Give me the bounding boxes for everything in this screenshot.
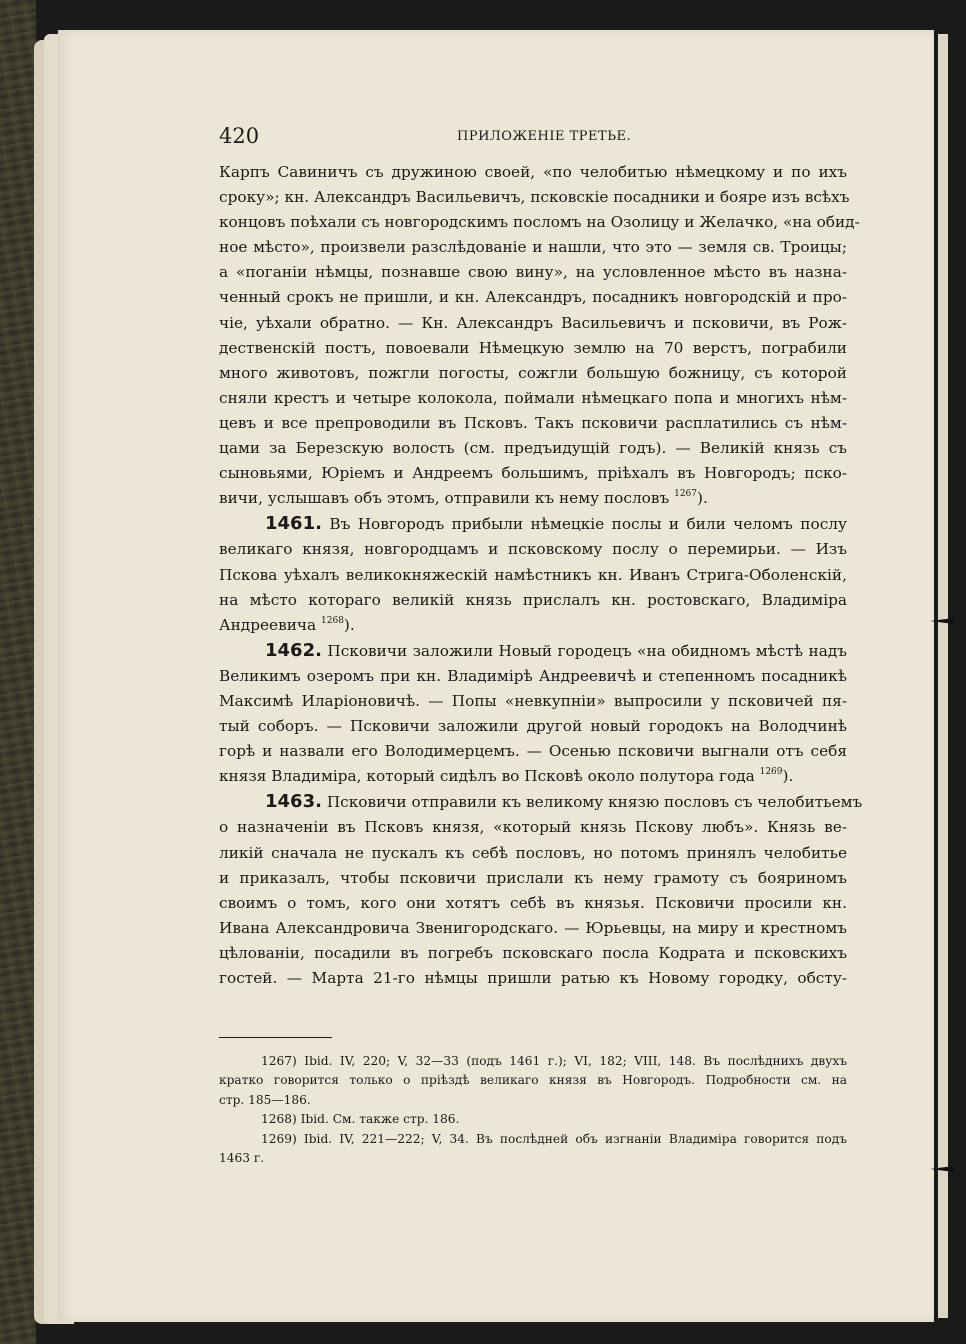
text-line: Максимѣ Иларіоновичѣ. — Попы «невкупніи» выпросили у псковичей пя-: [219, 691, 847, 710]
text-line: концовъ поѣхали съ новгородскимъ посломъ на Озолицу и Желачко, «на обид-: [219, 213, 860, 232]
text-run: вичи, услышавъ объ этомъ, отправили къ нему пословъ: [219, 489, 670, 508]
page-number: 420: [219, 124, 260, 148]
text-line: [219, 789, 863, 815]
footnotes: [219, 1052, 847, 1168]
text-run: ).: [343, 615, 355, 634]
footnote-1269: [219, 1130, 847, 1169]
entry-1463: [219, 789, 863, 991]
text-line: гостей. — Марта 21-го нѣмцы пришли ратью къ Новому городку, обсту-: [219, 969, 847, 987]
footnote-divider: [219, 1037, 332, 1038]
marbled-book-edge: [0, 0, 36, 1344]
text-run: Андреевича: [219, 615, 317, 634]
text-line: [219, 764, 847, 789]
footnote-line: 1269) Ibid. IV, 221—222; V, 34. Въ послѣдней объ изгнаніи Владиміра говорится подъ: [261, 1131, 847, 1146]
paragraph-continuation: [219, 160, 860, 511]
text-line: великаго князя, новгородцамъ и псковскому послу о перемирьи. — Изъ: [219, 540, 847, 559]
footnote-1267: [219, 1052, 847, 1110]
text-run: Въ Новгородъ прибыли нѣмецкіе послы и били челомъ послу: [329, 515, 847, 534]
text-line: [219, 638, 847, 664]
text-run: ).: [782, 767, 794, 786]
text-line: сняли крестъ и четыре колокола, поймали нѣмецкаго попа и многихъ нѣм-: [219, 388, 847, 407]
footnote-ref: 1267: [674, 489, 698, 500]
next-page-edge: [938, 34, 948, 1318]
text-line: ликій сначала не пускалъ къ себѣ пословъ, но потомъ принялъ челобитье: [219, 843, 847, 862]
text-line: [219, 511, 847, 537]
text-line: [219, 486, 847, 511]
text-line: Карпъ Савиничъ съ дружиною своей, «по челобитью нѣмецкому и по ихъ: [219, 163, 847, 181]
text-line: о назначеніи въ Псковъ князя, «который князь Пскову любъ». Князь ве-: [219, 818, 847, 837]
entry-1461: [219, 511, 847, 637]
footnote-line: 1268) Ibid. См. также стр. 186.: [261, 1112, 460, 1127]
footnote-line: кратко говорится только о пріѣздѣ великаго князя въ Новгородъ. Подробности см. на: [219, 1073, 847, 1088]
text-line: цами за Березскую волость (см. предъидущій годъ). — Великій князь съ: [219, 439, 847, 458]
text-run: ).: [697, 489, 708, 508]
entry-1462: [219, 638, 847, 790]
text-line: горѣ и назвали его Володимерцемъ. — Осенью псковичи выгнали отъ себя: [219, 742, 847, 761]
text-line: много животовъ, пожгли погосты, сожгли большую божницу, съ которой: [219, 363, 847, 382]
text-line: цевъ и все препроводили въ Псковъ. Такъ псковичи расплатились съ нѣм-: [219, 413, 847, 432]
text-line: Пскова уѣхалъ великокняжескій намѣстникъ кн. Иванъ Стрига-Оболенскій,: [219, 565, 847, 584]
text-line: на мѣсто котораго великій князь прислалъ кн. ростовскаго, Владиміра: [219, 590, 847, 609]
text-line: дественскій постъ, повоевали Нѣмецкую землю на 70 верстъ, пограбили: [219, 338, 847, 357]
year-heading: 1461.: [265, 513, 322, 535]
text-run: Псковичи отправили къ великому князю пословъ съ челобитьемъ: [326, 793, 863, 812]
running-head: [219, 124, 847, 152]
text-line: сроку»; кн. Александръ Васильевичъ, псковскіе посадники и бояре изъ всѣхъ: [219, 188, 850, 207]
footnote-line: 1463 г.: [219, 1151, 265, 1166]
text-line: цѣлованіи, посадили въ погребъ псковскаго посла Кодрата и псковскихъ: [219, 943, 847, 962]
text-line: и приказалъ, чтобы псковичи прислали къ нему грамоту съ бояриномъ: [219, 868, 847, 887]
text-line: чіе, уѣхали обратно. — Кн. Александръ Васильевичъ и псковичи, въ Рож-: [219, 313, 847, 332]
footnote-ref: 1269: [759, 767, 783, 778]
running-title: ПРИЛОЖЕНІЕ ТРЕТЬЕ.: [457, 129, 632, 144]
text-line: Ивана Александровича Звенигородскаго. — Юрьевцы, на миру и крестномъ: [219, 918, 847, 937]
footnote-ref: 1268: [321, 615, 344, 626]
body-text: [219, 160, 863, 991]
text-line: сыновьями, Юріемъ и Андреемъ большимъ, пріѣхалъ въ Новгородъ; пско-: [219, 464, 847, 483]
text-run: князя Владиміра, который сидѣлъ во Псковѣ около полутора года: [219, 767, 755, 786]
text-run: Псковичи заложили Новый городецъ «на обидномъ мѣстѣ надъ: [327, 641, 847, 660]
footnote-line: стр. 185—186.: [219, 1092, 311, 1107]
text-line: а «поганіи нѣмцы, познавше свою вину», на условленное мѣсто въ назна-: [219, 263, 847, 282]
footnote-line: 1267) Ibid. IV, 220; V, 32—33 (подъ 1461 г.); VI, 182; VIII, 148. Въ послѣднихъ двухъ: [261, 1054, 847, 1068]
text-line: ное мѣсто», произвели разслѣдованіе и нашли, что это — земля св. Троицы;: [219, 238, 847, 257]
text-line: тый соборъ. — Псковичи заложили другой новый городокъ на Володчинѣ: [219, 717, 847, 736]
text-line: своимъ о томъ, кого они хотятъ себѣ въ князья. Псковичи просили кн.: [219, 893, 847, 912]
year-heading: 1462.: [265, 639, 322, 661]
footnote-1268: [219, 1110, 847, 1129]
text-line: [219, 613, 847, 638]
text-line: Великимъ озеромъ при кн. Владимірѣ Андреевичѣ и степенномъ посадникѣ: [219, 666, 847, 685]
text-line: ченный срокъ не пришли, и кн. Александръ, посадникъ новгородскій и про-: [219, 288, 847, 307]
year-heading: 1463.: [265, 791, 322, 813]
